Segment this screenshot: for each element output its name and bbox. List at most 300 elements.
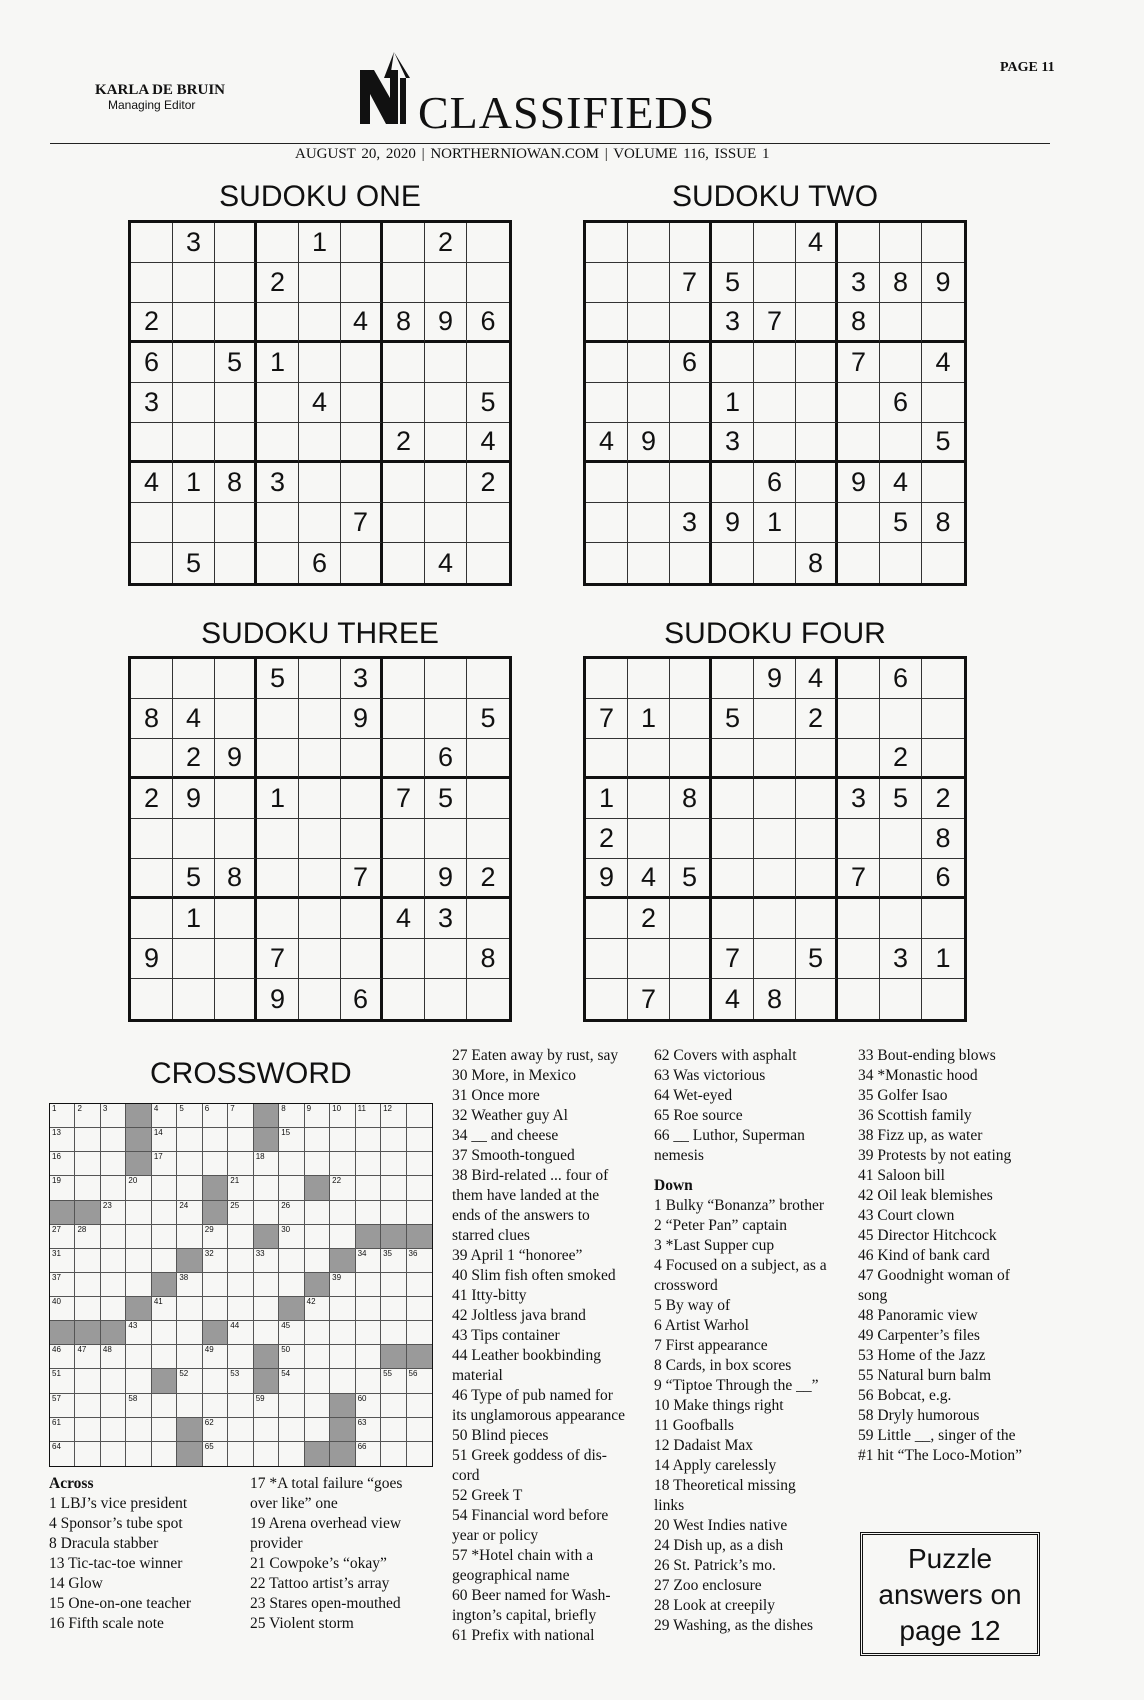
sudoku-cell[interactable] [341,463,383,503]
sudoku-cell[interactable] [838,223,880,263]
sudoku-cell[interactable] [299,699,341,739]
crossword-cell[interactable] [126,1273,151,1297]
sudoku-cell[interactable] [628,463,670,503]
crossword-cell[interactable] [407,1104,432,1128]
sudoku-cell[interactable] [922,739,964,779]
sudoku-cell[interactable] [467,979,509,1019]
sudoku-cell[interactable] [754,223,796,263]
crossword-cell[interactable] [75,1394,100,1418]
sudoku-cell[interactable]: 1 [586,779,628,819]
sudoku-cell[interactable]: 4 [299,383,341,423]
sudoku-cell[interactable] [922,899,964,939]
crossword-cell[interactable] [75,1297,100,1321]
crossword-cell[interactable] [75,1273,100,1297]
sudoku-cell[interactable] [215,779,257,819]
sudoku-cell[interactable] [586,899,628,939]
crossword-cell[interactable] [101,1225,126,1249]
sudoku-cell[interactable] [712,463,754,503]
sudoku-cell[interactable]: 6 [880,383,922,423]
crossword-cell[interactable] [228,1104,253,1128]
sudoku-cell[interactable] [754,699,796,739]
crossword-cell[interactable] [305,1321,330,1345]
crossword-cell[interactable] [50,1297,75,1321]
crossword-cell[interactable] [305,1104,330,1128]
sudoku-cell[interactable] [383,383,425,423]
crossword-cell[interactable] [177,1321,202,1345]
sudoku-cell[interactable] [586,939,628,979]
sudoku-cell[interactable]: 9 [586,859,628,899]
sudoku-cell[interactable] [796,739,838,779]
sudoku-cell[interactable]: 5 [880,503,922,543]
crossword-cell[interactable] [228,1201,253,1225]
crossword-cell[interactable] [254,1321,279,1345]
sudoku-cell[interactable] [754,343,796,383]
sudoku-cell[interactable] [712,819,754,859]
crossword-cell[interactable] [152,1201,177,1225]
crossword-cell[interactable] [177,1152,202,1176]
crossword-cell[interactable] [228,1152,253,1176]
sudoku-cell[interactable] [628,223,670,263]
crossword-cell[interactable] [254,1249,279,1273]
crossword-cell[interactable] [254,1418,279,1442]
sudoku-cell[interactable] [383,343,425,383]
sudoku-cell[interactable]: 1 [712,383,754,423]
sudoku-cell[interactable] [131,859,173,899]
sudoku-cell[interactable] [586,659,628,699]
crossword-cell[interactable] [152,1225,177,1249]
sudoku-cell[interactable]: 9 [131,939,173,979]
crossword-cell[interactable] [228,1128,253,1152]
crossword-cell[interactable] [356,1418,381,1442]
crossword-cell[interactable] [50,1225,75,1249]
sudoku-cell[interactable] [131,739,173,779]
sudoku-cell[interactable] [215,659,257,699]
sudoku-cell[interactable]: 5 [257,659,299,699]
sudoku-cell[interactable]: 9 [173,779,215,819]
sudoku-cell[interactable]: 3 [425,899,467,939]
sudoku-cell[interactable] [257,303,299,343]
sudoku-cell[interactable]: 2 [131,303,173,343]
sudoku-cell[interactable] [880,343,922,383]
crossword-cell[interactable] [407,1297,432,1321]
sudoku-cell[interactable] [131,423,173,463]
sudoku-cell[interactable]: 3 [712,423,754,463]
sudoku-cell[interactable]: 2 [880,739,922,779]
crossword-cell[interactable] [101,1152,126,1176]
sudoku-cell[interactable] [712,343,754,383]
crossword-cell[interactable] [152,1249,177,1273]
crossword-cell[interactable] [228,1225,253,1249]
sudoku-cell[interactable] [257,819,299,859]
crossword-cell[interactable] [279,1152,304,1176]
sudoku-cell[interactable] [257,503,299,543]
sudoku-cell[interactable] [922,979,964,1019]
crossword-cell[interactable] [203,1369,228,1393]
sudoku-cell[interactable] [341,343,383,383]
sudoku-cell[interactable] [922,699,964,739]
sudoku-cell[interactable] [670,383,712,423]
crossword-cell[interactable] [279,1345,304,1369]
crossword-cell[interactable] [126,1442,151,1466]
sudoku-cell[interactable] [215,303,257,343]
sudoku-cell[interactable]: 2 [383,423,425,463]
sudoku-cell[interactable] [425,659,467,699]
crossword-cell[interactable] [228,1176,253,1200]
sudoku-cell[interactable] [131,503,173,543]
sudoku-cell[interactable] [796,779,838,819]
sudoku-cell[interactable]: 7 [383,779,425,819]
crossword-cell[interactable] [75,1249,100,1273]
crossword-cell[interactable] [75,1345,100,1369]
sudoku-cell[interactable]: 4 [796,223,838,263]
crossword-cell[interactable] [407,1152,432,1176]
crossword-cell[interactable] [126,1225,151,1249]
crossword-cell[interactable] [152,1297,177,1321]
sudoku-cell[interactable]: 6 [299,543,341,583]
sudoku-cell[interactable] [628,503,670,543]
crossword-cell[interactable] [50,1128,75,1152]
sudoku-cell[interactable] [586,383,628,423]
sudoku-cell[interactable] [796,263,838,303]
crossword-cell[interactable] [356,1321,381,1345]
sudoku-cell[interactable] [922,659,964,699]
sudoku-cell[interactable] [796,383,838,423]
sudoku-cell[interactable]: 5 [425,779,467,819]
sudoku-cell[interactable] [299,939,341,979]
sudoku-cell[interactable] [628,659,670,699]
sudoku-cell[interactable]: 7 [341,859,383,899]
sudoku-cell[interactable] [383,699,425,739]
sudoku-cell[interactable] [796,343,838,383]
sudoku-cell[interactable]: 3 [670,503,712,543]
sudoku-cell[interactable] [586,223,628,263]
crossword-cell[interactable] [356,1442,381,1466]
sudoku-cell[interactable] [838,939,880,979]
sudoku-cell[interactable] [838,503,880,543]
crossword-cell[interactable] [177,1273,202,1297]
sudoku-cell[interactable] [215,543,257,583]
crossword-cell[interactable] [101,1442,126,1466]
sudoku-cell[interactable] [922,383,964,423]
crossword-cell[interactable] [126,1369,151,1393]
sudoku-cell[interactable] [628,739,670,779]
sudoku-cell[interactable] [425,819,467,859]
sudoku-cell[interactable] [215,223,257,263]
sudoku-cell[interactable]: 5 [712,699,754,739]
crossword-cell[interactable] [254,1201,279,1225]
sudoku-cell[interactable]: 8 [754,979,796,1019]
sudoku-cell[interactable] [796,899,838,939]
sudoku-cell[interactable]: 4 [383,899,425,939]
sudoku-cell[interactable] [341,899,383,939]
sudoku-cell[interactable] [425,699,467,739]
crossword-cell[interactable] [75,1442,100,1466]
crossword-cell[interactable] [254,1297,279,1321]
sudoku-cell[interactable]: 7 [670,263,712,303]
sudoku-cell[interactable]: 6 [670,343,712,383]
sudoku-cell[interactable] [670,303,712,343]
crossword-cell[interactable] [126,1249,151,1273]
sudoku-cell[interactable] [383,739,425,779]
sudoku-cell[interactable]: 3 [838,779,880,819]
crossword-cell[interactable] [330,1321,355,1345]
crossword-cell[interactable] [203,1345,228,1369]
crossword-cell[interactable] [75,1225,100,1249]
sudoku-cell[interactable] [712,543,754,583]
crossword-cell[interactable] [305,1394,330,1418]
crossword-cell[interactable] [279,1369,304,1393]
sudoku-cell[interactable] [712,223,754,263]
sudoku-cell[interactable] [173,939,215,979]
sudoku-cell[interactable] [215,699,257,739]
sudoku-cell[interactable]: 2 [922,779,964,819]
sudoku-cell[interactable] [754,383,796,423]
crossword-cell[interactable] [356,1249,381,1273]
sudoku-cell[interactable]: 4 [628,859,670,899]
sudoku-cell[interactable]: 5 [712,263,754,303]
sudoku-cell[interactable]: 4 [586,423,628,463]
sudoku-cell[interactable] [383,263,425,303]
crossword-cell[interactable] [279,1273,304,1297]
sudoku-cell[interactable]: 8 [131,699,173,739]
sudoku-cell[interactable] [341,739,383,779]
sudoku-cell[interactable] [299,779,341,819]
crossword-cell[interactable] [356,1345,381,1369]
sudoku-cell[interactable]: 9 [922,263,964,303]
sudoku-cell[interactable] [754,939,796,979]
sudoku-cell[interactable] [670,939,712,979]
sudoku-cell[interactable]: 9 [628,423,670,463]
sudoku-cell[interactable]: 1 [299,223,341,263]
sudoku-cell[interactable]: 1 [628,699,670,739]
sudoku-cell[interactable] [215,979,257,1019]
sudoku-cell[interactable] [880,699,922,739]
sudoku-cell[interactable]: 5 [796,939,838,979]
sudoku-cell[interactable]: 2 [467,463,509,503]
sudoku-cell[interactable] [383,939,425,979]
sudoku-cell[interactable] [670,543,712,583]
crossword-cell[interactable] [407,1201,432,1225]
sudoku-cell[interactable]: 7 [754,303,796,343]
crossword-cell[interactable] [254,1394,279,1418]
sudoku-cell[interactable] [173,423,215,463]
crossword-cell[interactable] [126,1176,151,1200]
sudoku-cell[interactable] [467,543,509,583]
sudoku-cell[interactable]: 5 [215,343,257,383]
crossword-cell[interactable] [203,1394,228,1418]
crossword-cell[interactable] [126,1394,151,1418]
crossword-cell[interactable] [381,1104,406,1128]
crossword-cell[interactable] [203,1128,228,1152]
sudoku-cell[interactable] [880,979,922,1019]
crossword-cell[interactable] [152,1152,177,1176]
crossword-cell[interactable] [305,1249,330,1273]
sudoku-cell[interactable] [628,303,670,343]
crossword-cell[interactable] [305,1152,330,1176]
sudoku-cell[interactable]: 9 [425,859,467,899]
crossword-cell[interactable] [228,1297,253,1321]
sudoku-cell[interactable] [586,263,628,303]
sudoku-cell[interactable] [131,263,173,303]
sudoku-cell[interactable]: 3 [131,383,173,423]
crossword-cell[interactable] [279,1128,304,1152]
crossword-cell[interactable] [356,1152,381,1176]
sudoku-cell[interactable] [383,223,425,263]
crossword-cell[interactable] [126,1345,151,1369]
sudoku-cell[interactable]: 6 [922,859,964,899]
sudoku-cell[interactable] [467,503,509,543]
sudoku-cell[interactable] [131,899,173,939]
sudoku-cell[interactable] [712,899,754,939]
sudoku-cell[interactable] [173,819,215,859]
crossword-cell[interactable] [330,1152,355,1176]
sudoku-cell[interactable] [173,979,215,1019]
sudoku-cell[interactable]: 4 [467,423,509,463]
sudoku-cell[interactable] [796,423,838,463]
sudoku-cell[interactable]: 8 [922,503,964,543]
sudoku-cell[interactable] [628,779,670,819]
crossword-cell[interactable] [254,1176,279,1200]
crossword-cell[interactable] [152,1394,177,1418]
crossword-cell[interactable] [152,1321,177,1345]
crossword-cell[interactable] [279,1394,304,1418]
crossword-cell[interactable] [152,1418,177,1442]
sudoku-cell[interactable] [299,859,341,899]
sudoku-cell[interactable]: 9 [425,303,467,343]
sudoku-cell[interactable]: 8 [670,779,712,819]
crossword-cell[interactable] [50,1152,75,1176]
sudoku-cell[interactable]: 1 [922,939,964,979]
sudoku-cell[interactable] [712,779,754,819]
sudoku-cell[interactable] [880,859,922,899]
sudoku-cell[interactable] [383,819,425,859]
sudoku-cell[interactable]: 5 [173,543,215,583]
crossword-cell[interactable] [101,1176,126,1200]
sudoku-cell[interactable] [257,383,299,423]
sudoku-cell[interactable] [586,503,628,543]
sudoku-cell[interactable] [131,223,173,263]
sudoku-cell[interactable] [467,263,509,303]
crossword-cell[interactable] [356,1273,381,1297]
sudoku-cell[interactable] [796,859,838,899]
sudoku-cell[interactable] [299,659,341,699]
crossword-cell[interactable] [356,1176,381,1200]
sudoku-cell[interactable] [341,263,383,303]
sudoku-cell[interactable] [796,979,838,1019]
sudoku-cell[interactable] [670,979,712,1019]
sudoku-cell[interactable] [299,423,341,463]
sudoku-cell[interactable]: 7 [586,699,628,739]
sudoku-cell[interactable]: 8 [467,939,509,979]
crossword-cell[interactable] [381,1273,406,1297]
crossword-cell[interactable] [50,1369,75,1393]
sudoku-cell[interactable] [586,979,628,1019]
sudoku-cell[interactable] [299,739,341,779]
sudoku-cell[interactable] [838,899,880,939]
sudoku-cell[interactable] [880,543,922,583]
crossword-cell[interactable] [203,1273,228,1297]
sudoku-cell[interactable] [628,263,670,303]
sudoku-cell[interactable]: 2 [628,899,670,939]
crossword-cell[interactable] [126,1418,151,1442]
crossword-cell[interactable] [407,1442,432,1466]
sudoku-cell[interactable] [628,343,670,383]
crossword-cell[interactable] [228,1249,253,1273]
sudoku-cell[interactable]: 1 [257,343,299,383]
sudoku-cell[interactable] [425,463,467,503]
crossword-cell[interactable] [381,1418,406,1442]
crossword-cell[interactable] [50,1394,75,1418]
crossword-cell[interactable] [407,1418,432,1442]
sudoku-cell[interactable]: 9 [257,979,299,1019]
crossword-cell[interactable] [177,1104,202,1128]
crossword-cell[interactable] [101,1418,126,1442]
crossword-cell[interactable] [75,1128,100,1152]
sudoku-cell[interactable] [712,659,754,699]
crossword-cell[interactable] [101,1394,126,1418]
sudoku-cell[interactable]: 6 [425,739,467,779]
crossword-cell[interactable] [305,1369,330,1393]
sudoku-cell[interactable]: 4 [922,343,964,383]
sudoku-cell[interactable]: 9 [215,739,257,779]
crossword-cell[interactable] [330,1273,355,1297]
sudoku-cell[interactable] [257,859,299,899]
crossword-cell[interactable] [279,1176,304,1200]
crossword-cell[interactable] [75,1369,100,1393]
sudoku-cell[interactable] [467,659,509,699]
crossword-cell[interactable] [50,1345,75,1369]
crossword-cell[interactable] [381,1297,406,1321]
sudoku-cell[interactable]: 8 [880,263,922,303]
sudoku-cell[interactable] [425,503,467,543]
crossword-cell[interactable] [381,1249,406,1273]
sudoku-cell[interactable]: 3 [341,659,383,699]
sudoku-cell[interactable]: 4 [173,699,215,739]
sudoku-cell[interactable] [796,819,838,859]
sudoku-cell[interactable]: 9 [341,699,383,739]
sudoku-cell[interactable] [173,263,215,303]
sudoku-cell[interactable] [173,383,215,423]
sudoku-cell[interactable] [838,739,880,779]
crossword-cell[interactable] [203,1418,228,1442]
sudoku-cell[interactable] [586,543,628,583]
crossword-cell[interactable] [254,1273,279,1297]
sudoku-cell[interactable]: 7 [838,343,880,383]
crossword-cell[interactable] [203,1442,228,1466]
sudoku-cell[interactable] [257,899,299,939]
sudoku-cell[interactable] [299,819,341,859]
sudoku-cell[interactable]: 6 [754,463,796,503]
sudoku-cell[interactable] [467,343,509,383]
crossword-cell[interactable] [381,1128,406,1152]
sudoku-cell[interactable] [712,739,754,779]
crossword-cell[interactable] [330,1345,355,1369]
sudoku-cell[interactable] [754,423,796,463]
sudoku-cell[interactable] [257,739,299,779]
sudoku-cell[interactable]: 4 [712,979,754,1019]
sudoku-cell[interactable] [299,899,341,939]
sudoku-cell[interactable] [131,659,173,699]
sudoku-cell[interactable] [173,503,215,543]
crossword-cell[interactable] [101,1297,126,1321]
sudoku-cell[interactable] [425,939,467,979]
sudoku-cell[interactable] [880,223,922,263]
sudoku-cell[interactable] [341,819,383,859]
sudoku-cell[interactable]: 8 [215,463,257,503]
crossword-cell[interactable] [228,1418,253,1442]
crossword-cell[interactable] [254,1442,279,1466]
sudoku-cell[interactable]: 3 [838,263,880,303]
